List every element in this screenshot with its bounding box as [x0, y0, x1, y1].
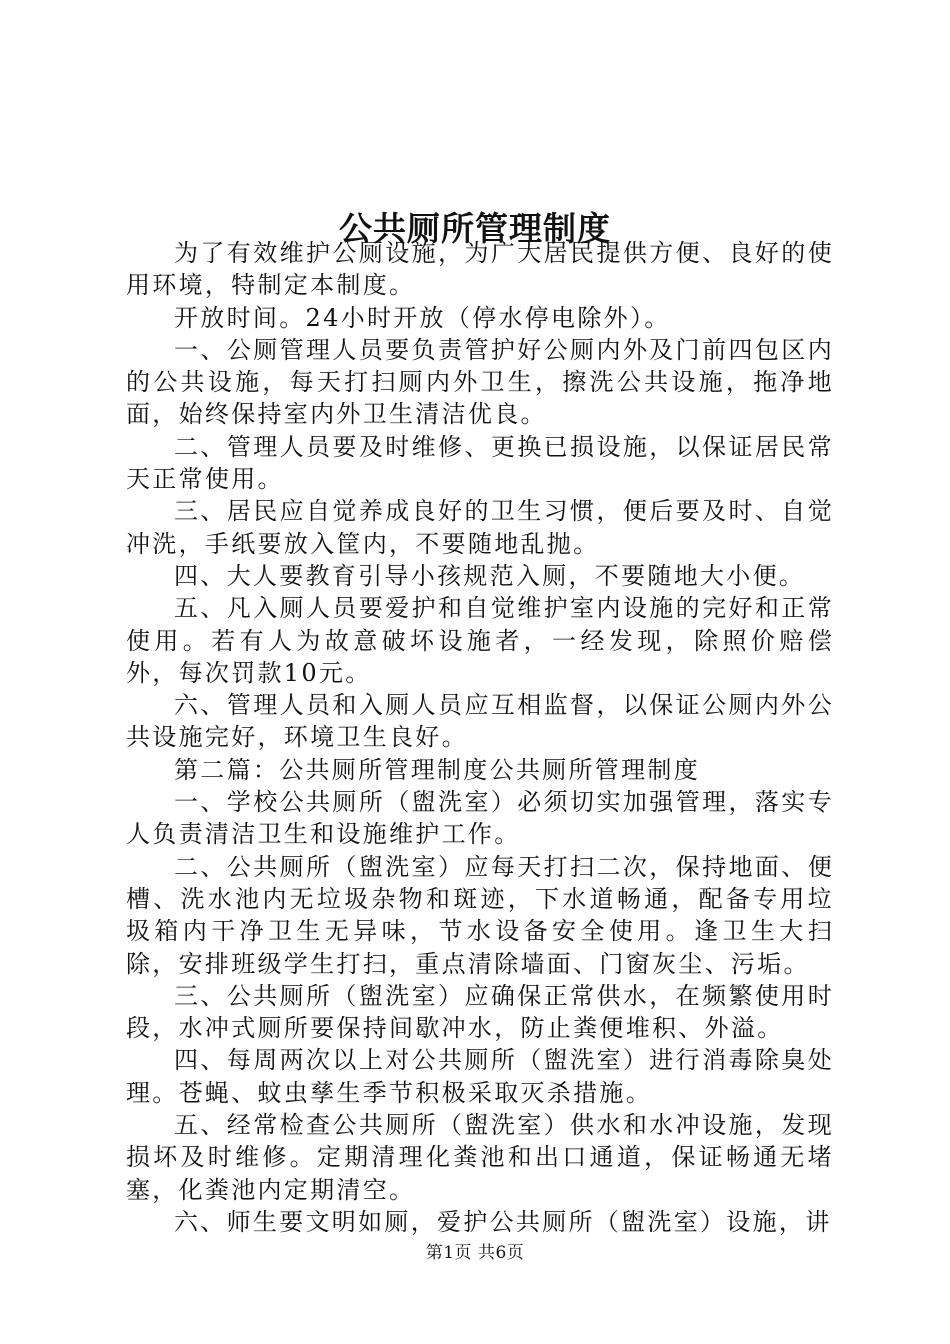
paragraph-rule-3: 三、居民应自觉养成良好的卫生习惯，便后要及时、自觉冲洗，手纸要放入筐内，不要随地乱抛。	[126, 497, 834, 558]
paragraph-rule-4: 四、大人要教育引导小孩规范入厕，不要随地大小便。	[174, 561, 806, 590]
document-body	[126, 237, 834, 1238]
paragraph-opening-hours: 开放时间。24小时开放（停水停电除外）。	[174, 303, 671, 332]
document-title: 公共厕所管理制度	[339, 209, 611, 249]
section-heading-part-2: 第二篇：公共厕所管理制度公共厕所管理制度	[174, 755, 700, 784]
paragraph-rule-2: 二、管理人员要及时维修、更换已损设施，以保证居民常天正常使用。	[126, 432, 834, 494]
paragraph-school-rule-5: 五、经常检查公共厕所（盥洗室）供水和水冲设施，发现损坏及时维修。定期清理化粪池和出口通道，保证畅通无堵塞，化粪池内定期清空。	[126, 1111, 834, 1204]
paragraph-school-rule-4: 四、每周两次以上对公共厕所（盥洗室）进行消毒除臭处理。苍蝇、蚊虫孳生季节积极采取灭杀措施。	[126, 1046, 834, 1107]
paragraph-school-rule-2: 二、公共厕所（盥洗室）应每天打扫二次，保持地面、便槽、洗水池内无垃圾杂物和斑迹，下水道畅通，配备专用垃圾箱内干净卫生无异味，节水设备安全使用。逢卫生大扫除，安排班级学生打扫，重点清除墙面、门窗灰尘、污垢。	[126, 852, 834, 978]
page-number: 第1页 共6页	[425, 1243, 525, 1263]
paragraph-rule-6: 六、管理人员和入厕人员应互相监督，以保证公厕内外公共设施完好，环境卫生良好。	[126, 691, 834, 752]
paragraph-school-rule-1: 一、学校公共厕所（盥洗室）必须切实加强管理，落实专人负责清洁卫生和设施维护工作。	[126, 788, 834, 849]
paragraph-intro: 为了有效维护公厕设施，为广大居民提供方便、良好的使用环境，特制定本制度。	[126, 239, 834, 300]
paragraph-rule-5: 五、凡入厕人员要爱护和自觉维护室内设施的完好和正常使用。若有人为故意破坏设施者，一经发现，除照价赔偿外，每次罚款10元。	[126, 594, 834, 687]
paragraph-school-rule-3: 三、公共厕所（盥洗室）应确保正常供水，在频繁使用时段，水冲式厕所要保持间歇冲水，防止粪便堆积、外溢。	[126, 981, 834, 1043]
paragraph-rule-1: 一、公厕管理人员要负责管护好公厕内外及门前四包区内的公共设施，每天打扫厕内外卫生，擦洗公共设施，拖净地面，始终保持室内外卫生清洁优良。	[126, 335, 834, 429]
paragraph-school-rule-6: 六、师生要文明如厕，爱护公共厕所（盥洗室）设施，讲	[174, 1207, 832, 1236]
